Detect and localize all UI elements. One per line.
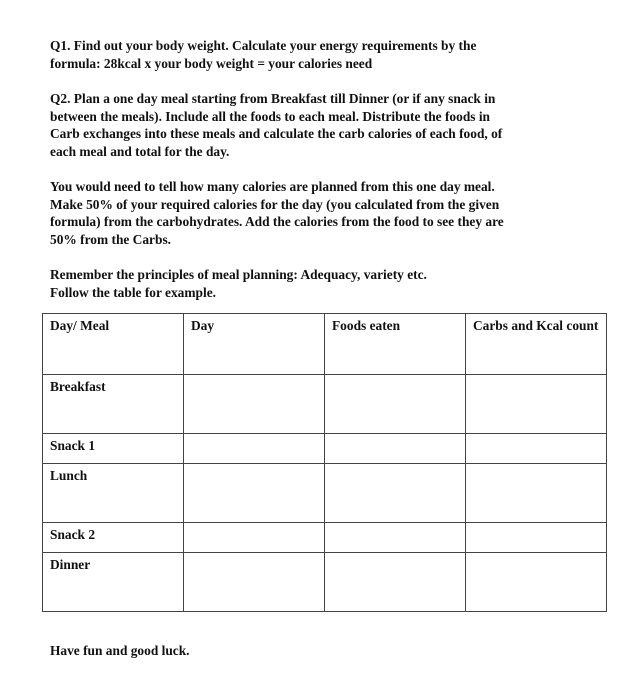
table-row — [43, 434, 607, 464]
instructions-paragraph — [50, 178, 590, 248]
question-2-line: between the meals). Include all the foods to each meal. Distribute the foods in — [50, 108, 491, 124]
header-foods-eaten: Foods eaten — [325, 314, 466, 375]
table-row — [43, 464, 607, 523]
table-row — [43, 375, 607, 434]
instructions-line: You would need to tell how many calories are planned from this one day meal. — [50, 179, 495, 194]
closing-text: Have fun and good luck. — [50, 643, 190, 658]
row-label-snack-1: Snack 1 — [43, 434, 184, 464]
cell-carbs-kcal[interactable] — [466, 553, 607, 612]
cell-foods-eaten[interactable] — [325, 523, 466, 553]
cell-day[interactable] — [184, 434, 325, 464]
instructions-line: formula) from the carbohydrates. Add the calories from the food to see they are — [50, 214, 504, 229]
cell-foods-eaten[interactable] — [325, 464, 466, 523]
question-2 — [50, 90, 590, 160]
question-1-line: Q1. Find out your body weight. Calculate your energy requirements by the — [50, 38, 477, 53]
cell-foods-eaten[interactable] — [325, 434, 466, 464]
cell-carbs-kcal[interactable] — [466, 464, 607, 523]
row-label-snack-2: Snack 2 — [43, 523, 184, 553]
row-label-dinner: Dinner — [43, 553, 184, 612]
header-day-meal: Day/ Meal — [43, 314, 184, 375]
table-row — [43, 553, 607, 612]
cell-carbs-kcal[interactable] — [466, 434, 607, 464]
instructions-line: Make 50% of your required calories for the day (you calculated from the given — [50, 196, 500, 212]
cell-day[interactable] — [184, 375, 325, 434]
table-header-row — [43, 314, 607, 375]
cell-day[interactable] — [184, 553, 325, 612]
question-1-line: formula: 28kcal x your body weight = your calories need — [50, 55, 373, 71]
row-label-lunch: Lunch — [43, 464, 184, 523]
instructions-line: 50% from the Carbs. — [50, 231, 171, 247]
row-label-breakfast: Breakfast — [43, 375, 184, 434]
header-day: Day — [184, 314, 325, 375]
table-row — [43, 523, 607, 553]
question-2-line: Q2. Plan a one day meal starting from Breakfast till Dinner (or if any snack in — [50, 91, 496, 106]
cell-carbs-kcal[interactable] — [466, 523, 607, 553]
cell-carbs-kcal[interactable] — [466, 375, 607, 434]
principles-line: Follow the table for example. — [50, 284, 216, 300]
cell-foods-eaten[interactable] — [325, 553, 466, 612]
principles-paragraph — [50, 266, 590, 301]
question-2-line: Carb exchanges into these meals and calculate the carb calories of each food, of — [50, 126, 503, 141]
header-carbs-kcal-count: Carbs and Kcal count — [466, 314, 607, 375]
meal-plan-table — [42, 313, 607, 612]
question-1 — [50, 37, 590, 72]
principles-line: Remember the principles of meal planning: Adequacy, variety etc. — [50, 267, 427, 282]
cell-day[interactable] — [184, 464, 325, 523]
cell-day[interactable] — [184, 523, 325, 553]
question-2-line: each meal and total for the day. — [50, 143, 230, 159]
cell-foods-eaten[interactable] — [325, 375, 466, 434]
